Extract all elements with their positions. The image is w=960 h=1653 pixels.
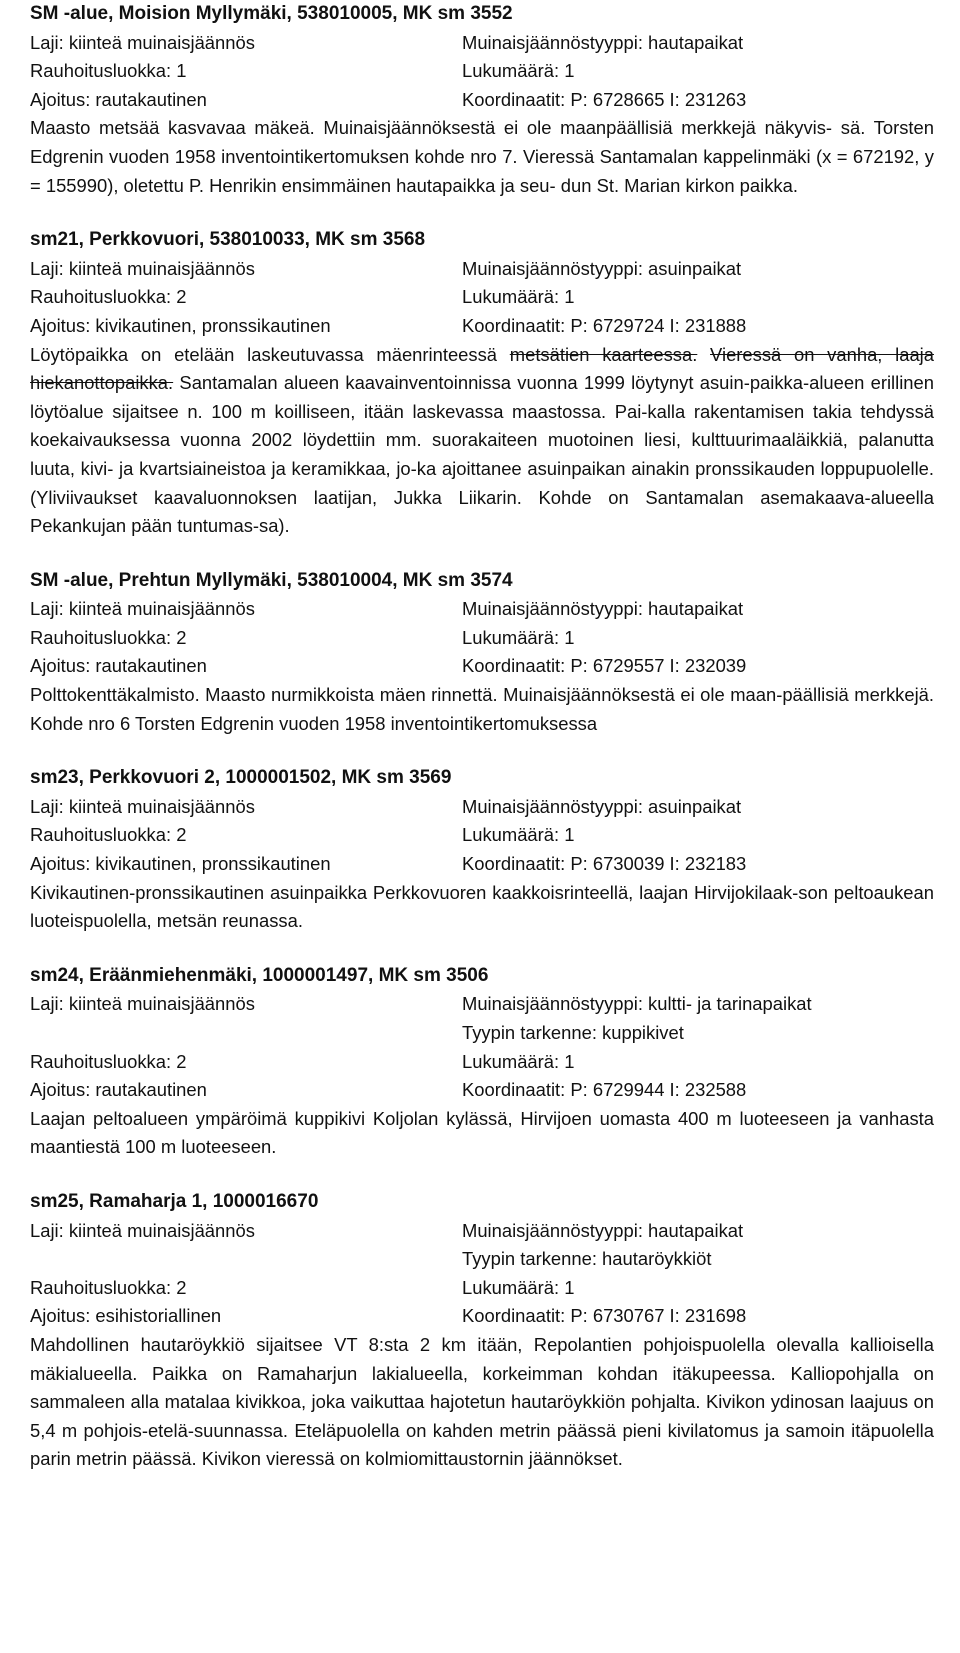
entry-description: Mahdollinen hautaröykkiö sijaitsee VT 8:sta 2 km itään, Repolantien pohjoispuolella olevalla kallioisella mäkialueella. Paikka on Ramaharjun lakialueella, korkeimman kohdan itäkupeessa. Kalliopohjalla on sammaleen alla matalaa kivikkoa, joka vaikuttaa hajotetun hautaröykkiön pohjalta. Kivikon ydinosan laajuus on 5,4 m pohjois-etelä-suunnassa. Eteläpuolella on kahden metrin päässä pieni kivilatomus ja samoin itäpuolella parin metrin päässä. Kivikon vieressä on kolmiomittaustornin jäännökset. <box>30 1333 934 1470</box>
lukumaara-value: Lukumäärä: 1 <box>462 60 575 82</box>
description-line: sä. Torsten Edgrenin vuoden 1958 inventointikertomuksen kohde nro 7. Vieressä Santamalan <box>30 117 934 167</box>
row-spacer <box>30 1245 462 1274</box>
entry-description <box>30 114 934 200</box>
ajoitus-value: Ajoitus: rautakautinen <box>30 1079 207 1101</box>
entry-title: sm21, Perkkovuori, 538010033, MK sm 3568 <box>30 229 426 251</box>
description-line: dun St. Marian kirkon paikka. <box>560 174 798 196</box>
ajoitus-value: Ajoitus: kivikautinen, pronssikautinen <box>30 853 331 875</box>
tarkenne-value: Tyypin tarkenne: hautaröykkiöt <box>462 1248 712 1270</box>
entry-row-laji <box>30 1217 934 1246</box>
entry-description: Laajan peltoalueen ympäröimä kuppikivi Koljolan kylässä, Hirvijoen uomasta 400 m luoteeseen ja vanhasta maantiestä 100 m luoteeseen. <box>30 1107 934 1158</box>
laji-value: Laji: kiinteä muinaisjäännös <box>30 1219 255 1241</box>
struck-text: Vieressä on vanha, laaja hiekanottopaikka. <box>30 343 934 394</box>
tyyppi-value: Muinaisjäännöstyyppi: asuinpaikat <box>462 795 742 817</box>
entry-row-ajoitus <box>30 86 934 115</box>
koordinaatit-value: Koordinaatit: P: 6730767 I: 231698 <box>462 1305 747 1327</box>
entry-row-ajoitus <box>30 652 934 681</box>
description-text: Löytöpaikka on etelään laskeutuvassa mäenrinteessä <box>30 343 510 365</box>
entry-title: SM -alue, Prehtun Myllymäki, 538010004, MK sm 3574 <box>30 569 513 591</box>
entry-row-rauhoitus <box>30 1274 934 1303</box>
entry-title: sm24, Eräänmiehenmäki, 1000001497, MK sm 3506 <box>30 964 489 986</box>
entry-row-laji <box>30 793 934 822</box>
laji-value: Laji: kiinteä muinaisjäännös <box>30 993 255 1015</box>
koordinaatit-value: Koordinaatit: P: 6729557 I: 232039 <box>462 655 747 677</box>
lukumaara-value: Lukumäärä: 1 <box>462 824 575 846</box>
site-entry-perkkovuori <box>30 226 934 541</box>
site-entry-ramaharja-1 <box>30 1188 934 1474</box>
koordinaatit-value: Koordinaatit: P: 6729724 I: 231888 <box>462 314 747 336</box>
entry-title: SM -alue, Moision Myllymäki, 538010005, MK sm 3552 <box>30 3 513 24</box>
lukumaara-value: Lukumäärä: 1 <box>462 286 575 308</box>
rauhoitusluokka-value: Rauhoitusluokka: 2 <box>30 286 187 308</box>
laji-value: Laji: kiinteä muinaisjäännös <box>30 795 255 817</box>
entry-row-ajoitus <box>30 850 934 879</box>
tyyppi-value: Muinaisjäännöstyyppi: asuinpaikat <box>462 257 742 279</box>
entry-row-rauhoitus <box>30 821 934 850</box>
lukumaara-value: Lukumäärä: 1 <box>462 1050 575 1072</box>
site-entry-moision-myllymaki <box>30 0 934 200</box>
lukumaara-value: Lukumäärä: 1 <box>462 626 575 648</box>
entry-row-ajoitus <box>30 1302 934 1331</box>
ajoitus-value: Ajoitus: kivikautinen, pronssikautinen <box>30 314 331 336</box>
entry-title: sm23, Perkkovuori 2, 1000001502, MK sm 3569 <box>30 767 452 789</box>
entry-description: Polttokenttäkalmisto. Maasto nurmikkoista mäen rinnettä. Muinaisjäännöksestä ei ole maan-päällisiä merkkejä. Kohde nro 6 Torsten Edgrenin vuoden 1958 inventointikertomuksessa <box>30 684 934 734</box>
koordinaatit-value: Koordinaatit: P: 6729944 I: 232588 <box>462 1079 747 1101</box>
entry-title: sm25, Ramaharja 1, 1000016670 <box>30 1190 319 1212</box>
tyyppi-value: Muinaisjäännöstyyppi: hautapaikat <box>462 31 744 53</box>
entry-row-tarkenne <box>30 1019 934 1048</box>
entry-row-laji <box>30 29 934 58</box>
description-line: Maasto metsää kasvavaa mäkeä. Muinaisjäännöksestä ei ole maanpäällisiä merkkejä näkyvis- <box>30 117 833 139</box>
tarkenne-value: Tyypin tarkenne: kuppikivet <box>462 1022 684 1043</box>
ajoitus-value: Ajoitus: esihistoriallinen <box>30 1305 222 1327</box>
description-line: kappelinmäki (x = 672192, y = 155990), oletettu P. Henrikin ensimmäinen hautapaikka ja seu- <box>30 145 934 196</box>
rauhoitusluokka-value: Rauhoitusluokka: 1 <box>30 60 187 82</box>
entry-row-laji <box>30 990 934 1019</box>
site-entry-eraanmiehenmaki <box>30 962 934 1162</box>
description-text <box>697 344 710 365</box>
entry-row-ajoitus <box>30 312 934 341</box>
entry-row-rauhoitus <box>30 57 934 86</box>
site-entry-perkkovuori-2 <box>30 764 934 936</box>
entry-row-ajoitus <box>30 1076 934 1105</box>
entry-row-laji <box>30 255 934 284</box>
koordinaatit-value: Koordinaatit: P: 6728665 I: 231263 <box>462 88 747 110</box>
koordinaatit-value: Koordinaatit: P: 6730039 I: 232183 <box>462 853 747 875</box>
entry-row-laji <box>30 595 934 624</box>
entry-row-rauhoitus <box>30 1048 934 1077</box>
laji-value: Laji: kiinteä muinaisjäännös <box>30 257 255 279</box>
laji-value: Laji: kiinteä muinaisjäännös <box>30 31 255 53</box>
entry-row-rauhoitus <box>30 624 934 653</box>
entry-description: Kivikautinen-pronssikautinen asuinpaikka Perkkovuoren kaakkoisrinteellä, laajan Hirvijokilaak-son peltoaukean luoteispuolella, metsän reunassa. <box>30 881 934 932</box>
tyyppi-value: Muinaisjäännöstyyppi: hautapaikat <box>462 598 744 620</box>
laji-value: Laji: kiinteä muinaisjäännös <box>30 598 255 620</box>
entry-description <box>30 341 934 541</box>
site-entry-prehtun-myllymaki <box>30 567 934 739</box>
lukumaara-value: Lukumäärä: 1 <box>462 1276 575 1298</box>
tyyppi-value: Muinaisjäännöstyyppi: kultti- ja tarinapaikat <box>462 993 812 1015</box>
ajoitus-value: Ajoitus: rautakautinen <box>30 88 207 110</box>
row-spacer <box>30 1019 462 1048</box>
rauhoitusluokka-value: Rauhoitusluokka: 2 <box>30 1050 187 1072</box>
ajoitus-value: Ajoitus: rautakautinen <box>30 655 207 677</box>
rauhoitusluokka-value: Rauhoitusluokka: 2 <box>30 1276 187 1298</box>
entry-row-rauhoitus <box>30 283 934 312</box>
struck-text: metsätien kaarteessa. <box>509 343 698 365</box>
entry-row-tarkenne <box>30 1245 934 1274</box>
rauhoitusluokka-value: Rauhoitusluokka: 2 <box>30 824 187 846</box>
rauhoitusluokka-value: Rauhoitusluokka: 2 <box>30 626 187 648</box>
description-text: Santamalan alueen kaavainventoinnissa vuonna 1999 löytynyt asuin-paikka-alueen erillinen löytöalue sijaitsee n. 100 m koilliseen, itään laskevassa maastossa. Pai-kalla rakentamisen takia tehdyssä koekaivauksessa vuonna 2002 löydettiin mm. suorakaiteen muotoinen liesi, kulttuurimaaläikkiä, palanutta luuta, kivi- ja kvartsiaineistoa ja keramikkaa, jo-ka ajoittanee asuinpaikan ainakin pronssikauden loppupuolelle. (Yliviivaukset kaavaluonnoksen laatijan, Jukka Liikarin. Kohde on Santamalan asemakaava-alueella Pekankujan pään tuntumas-sa). <box>30 372 934 537</box>
tyyppi-value: Muinaisjäännöstyyppi: hautapaikat <box>462 1219 744 1241</box>
